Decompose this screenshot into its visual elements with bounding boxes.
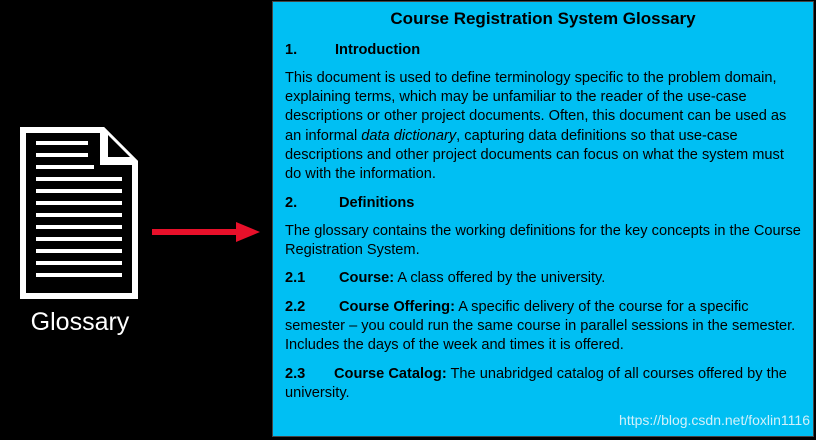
glossary-panel xyxy=(272,1,814,437)
definition-term: Course Catalog: xyxy=(334,366,447,382)
watermark: https://blog.csdn.net/foxlin1116 xyxy=(619,412,810,428)
right-arrow-icon xyxy=(152,222,260,242)
definition-term: Course Offering: xyxy=(339,299,455,315)
section-1-title: Introduction xyxy=(335,42,421,58)
section-2-heading xyxy=(285,194,803,213)
definition-text: The unabridged catalog of all courses offered by the university. xyxy=(285,366,787,402)
definition-number: 2.3 xyxy=(285,366,306,382)
section-2-number: 2. xyxy=(285,195,298,211)
definition-course-offering xyxy=(285,298,803,356)
section-2-title: Definitions xyxy=(339,195,415,211)
section-1-heading xyxy=(285,41,803,60)
panel-title: Course Registration System Glossary xyxy=(390,9,696,28)
glossary-label: Glossary xyxy=(30,308,130,336)
section-1-number: 1. xyxy=(285,42,298,58)
section-1-paragraph xyxy=(285,69,803,184)
definition-term: Course: xyxy=(339,270,395,286)
definition-text: A specific delivery of the course for a specific semester – you could run the same course in parallel sessions in the semester. Includes the days of the week and times it is offered. xyxy=(285,299,796,354)
definition-number: 2.2 xyxy=(285,299,306,315)
definition-text: A class offered by the university. xyxy=(394,270,606,286)
definition-number: 2.1 xyxy=(285,270,306,286)
definition-course xyxy=(285,269,803,288)
document-icon xyxy=(18,125,140,301)
definition-course-catalog xyxy=(285,365,803,403)
section-2-paragraph: The glossary contains the working definitions for the key concepts in the Course Registration System. xyxy=(285,223,801,259)
intro-text-start: This document is used to define terminology specific to the problem domain, explaining terms, which may be unfamiliar to the reader of the use-case descriptions or other project documents. Often, this document can be used as an informal xyxy=(285,70,787,144)
intro-text-end: , capturing data definitions so that use-case descriptions and other project documents can focus on what the system must do with the information. xyxy=(285,127,784,183)
intro-text-italic: data dictionary xyxy=(361,127,457,144)
